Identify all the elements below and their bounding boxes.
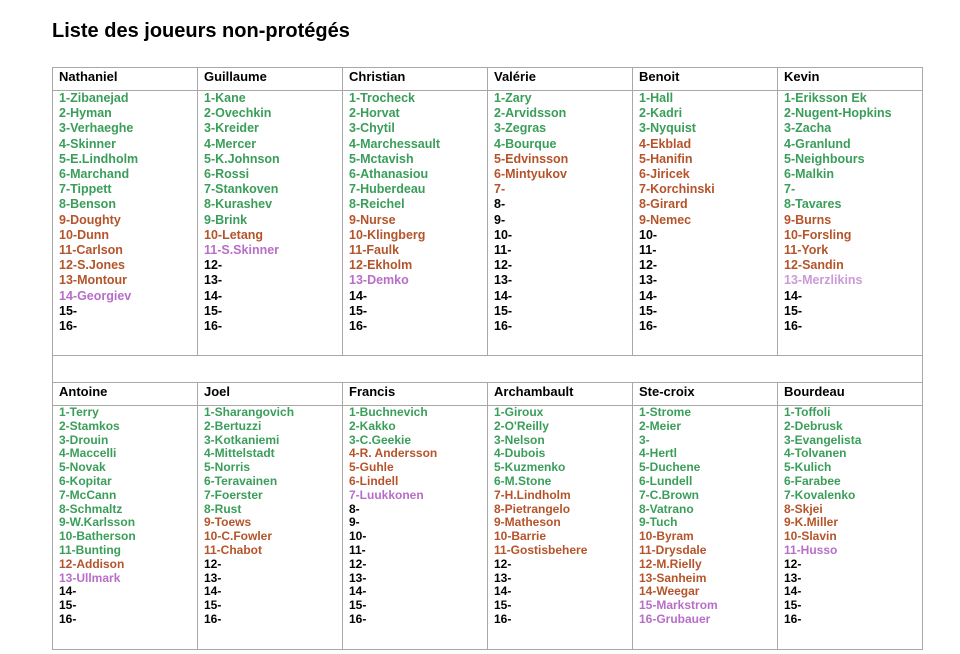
player-entry: 13-Demko xyxy=(349,273,409,288)
player-entry: 16- xyxy=(204,319,223,334)
player-entry: 9- xyxy=(494,212,506,227)
player-entry: 7-Kovalenko xyxy=(784,487,856,502)
team-cell xyxy=(633,406,778,650)
team-header: Archambault xyxy=(488,383,633,406)
player-list xyxy=(59,91,197,334)
team-cell xyxy=(343,91,488,356)
player-entry: 7-Korchinski xyxy=(639,182,715,197)
player-entry: 15- xyxy=(784,598,802,613)
player-entry: 14- xyxy=(784,584,802,599)
player-entry: 15- xyxy=(204,598,222,613)
player-entry: 16- xyxy=(639,319,658,334)
player-entry: 10-Barrie xyxy=(494,529,547,544)
player-entry: 4-Mittelstadt xyxy=(204,446,275,461)
player-entry: 9-Nemec xyxy=(639,212,692,227)
player-entry: 7- xyxy=(784,182,796,197)
player-entry: 15- xyxy=(349,598,367,613)
player-entry: 3-Evangelista xyxy=(784,432,862,447)
player-entry: 3-Zegras xyxy=(494,121,547,136)
player-list xyxy=(784,91,922,334)
player-entry: 7-H.Lindholm xyxy=(494,487,571,502)
player-entry: 7-C.Brown xyxy=(639,487,699,502)
player-entry: 3-Zacha xyxy=(784,121,832,136)
player-entry: 10-Batherson xyxy=(59,529,136,544)
player-entry: 13-Ullmark xyxy=(59,570,121,585)
player-entry: 16- xyxy=(59,319,78,334)
player-entry: 16- xyxy=(349,319,368,334)
player-entry: 8- xyxy=(349,501,360,516)
roster-table xyxy=(52,67,923,650)
player-entry: 1-Trocheck xyxy=(349,91,416,105)
player-entry: 5-Neighbours xyxy=(784,151,865,166)
player-entry: 6-Jiricek xyxy=(639,167,690,182)
player-entry: 6-Teravainen xyxy=(204,473,278,488)
player-list xyxy=(59,406,197,627)
spacer-row xyxy=(53,356,923,383)
team-header: Bourdeau xyxy=(778,383,923,406)
player-entry: 2-Kadri xyxy=(639,106,683,121)
player-entry: 6-Rossi xyxy=(204,167,250,182)
player-entry: 14-Weegar xyxy=(639,584,700,599)
player-entry: 11-Bunting xyxy=(59,542,121,557)
player-entry: 12-M.Rielly xyxy=(639,556,702,571)
player-entry: 8-Kurashev xyxy=(204,197,273,212)
team-header: Antoine xyxy=(53,383,198,406)
player-list xyxy=(639,91,777,334)
player-entry: 15-Markstrom xyxy=(639,598,718,613)
player-entry: 15- xyxy=(204,303,223,318)
player-list xyxy=(784,406,922,627)
player-entry: 10-Slavin xyxy=(784,529,837,544)
player-entry: 10-Dunn xyxy=(59,227,109,242)
player-entry: 2-Horvat xyxy=(349,106,400,121)
player-entry: 2-Hyman xyxy=(59,106,112,121)
player-entry: 9-Toews xyxy=(204,515,252,530)
player-entry: 10-Byram xyxy=(639,529,694,544)
team-cell xyxy=(198,406,343,650)
header-row-top xyxy=(53,68,923,91)
team-cell xyxy=(53,91,198,356)
player-entry: 10- xyxy=(349,529,367,544)
player-entry: 5-Novak xyxy=(59,460,106,475)
player-list xyxy=(204,406,342,627)
team-header: Ste-croix xyxy=(633,383,778,406)
team-cell xyxy=(778,91,923,356)
player-entry: 10- xyxy=(494,227,513,242)
player-entry: 5-Edvinsson xyxy=(494,151,569,166)
player-entry: 4-Bourque xyxy=(494,136,557,151)
player-entry: 2-Stamkos xyxy=(59,418,120,433)
player-entry: 9-K.Miller xyxy=(784,515,839,530)
player-entry: 12-Addison xyxy=(59,556,125,571)
player-entry: 12-S.Jones xyxy=(59,258,126,273)
player-entry: 15- xyxy=(639,303,658,318)
player-entry: 7-McCann xyxy=(59,487,117,502)
team-header: Kevin xyxy=(778,68,923,91)
player-entry: 11- xyxy=(494,243,512,258)
player-entry: 13- xyxy=(639,273,658,288)
player-entry: 6-Marchand xyxy=(59,167,130,182)
player-entry: 16-Grubauer xyxy=(639,611,711,626)
player-entry: 2-Arvidsson xyxy=(494,106,567,121)
player-entry: 3-Verhaeghe xyxy=(59,121,134,136)
player-entry: 13-Merzlikins xyxy=(784,273,863,288)
player-entry: 2-Debrusk xyxy=(784,418,843,433)
player-entry: 7- xyxy=(494,182,506,197)
spacer-cell xyxy=(53,356,923,383)
player-entry: 7-Huberdeau xyxy=(349,182,426,197)
player-entry: 8-Pietrangelo xyxy=(494,501,571,516)
player-entry: 11-Husso xyxy=(784,542,838,557)
player-entry: 5-Hanifin xyxy=(639,151,693,166)
player-entry: 12- xyxy=(349,556,367,571)
team-header: Nathaniel xyxy=(53,68,198,91)
player-entry: 4-Dubois xyxy=(494,446,546,461)
player-entry: 15- xyxy=(349,303,368,318)
player-entry: 1-Giroux xyxy=(494,405,544,419)
player-entry: 8- xyxy=(494,197,506,212)
player-entry: 11-Drysdale xyxy=(639,542,707,557)
player-entry: 4-Mercer xyxy=(204,136,257,151)
team-header: Guillaume xyxy=(198,68,343,91)
player-entry: 10-C.Fowler xyxy=(204,529,273,544)
players-row-top xyxy=(53,91,923,356)
player-entry: 6-Lundell xyxy=(639,473,693,488)
player-entry: 16- xyxy=(784,611,802,626)
player-entry: 15- xyxy=(784,303,803,318)
player-entry: 3-Drouin xyxy=(59,432,109,447)
player-entry: 12-Sandin xyxy=(784,258,844,273)
player-entry: 11-Chabot xyxy=(204,542,263,557)
player-list xyxy=(349,91,487,334)
player-entry: 8-Benson xyxy=(59,197,116,212)
player-entry: 4-Ekblad xyxy=(639,136,692,151)
player-entry: 12- xyxy=(204,258,223,273)
player-entry: 15- xyxy=(494,598,512,613)
player-entry: 8-Skjei xyxy=(784,501,823,516)
player-entry: 16- xyxy=(494,319,513,334)
player-entry: 7-Foerster xyxy=(204,487,263,502)
player-entry: 14- xyxy=(494,584,512,599)
player-entry: 1-Terry xyxy=(59,405,99,419)
page-title: Liste des joueurs non-protégés xyxy=(52,20,350,42)
player-list xyxy=(204,91,342,334)
player-entry: 6-Malkin xyxy=(784,167,835,182)
header-row-bottom xyxy=(53,383,923,406)
player-entry: 5-Kulich xyxy=(784,460,832,475)
player-entry: 6-M.Stone xyxy=(494,473,552,488)
player-entry: 6-Athanasiou xyxy=(349,167,429,182)
player-entry: 4-Maccelli xyxy=(59,446,117,461)
player-entry: 2-Ovechkin xyxy=(204,106,272,121)
player-entry: 2-Meier xyxy=(639,418,682,433)
player-entry: 12- xyxy=(204,556,222,571)
player-entry: 2-Nugent-Hopkins xyxy=(784,106,892,121)
player-entry: 9-Matheson xyxy=(494,515,561,530)
player-entry: 5-E.Lindholm xyxy=(59,151,139,166)
team-header: Joel xyxy=(198,383,343,406)
player-entry: 8-Girard xyxy=(639,197,688,212)
player-entry: 6-Mintyukov xyxy=(494,167,567,182)
player-entry: 14- xyxy=(204,584,222,599)
player-entry: 1-Strome xyxy=(639,405,692,419)
player-entry: 8-Vatrano xyxy=(639,501,694,516)
player-entry: 13-Montour xyxy=(59,273,128,288)
player-entry: 2-Bertuzzi xyxy=(204,418,262,433)
player-entry: 11- xyxy=(349,542,366,557)
player-entry: 11-York xyxy=(784,243,829,258)
player-entry: 16- xyxy=(59,611,77,626)
player-entry: 14- xyxy=(349,288,368,303)
player-entry: 10-Klingberg xyxy=(349,227,426,242)
player-entry: 12-Ekholm xyxy=(349,258,413,273)
player-entry: 5-Kuzmenko xyxy=(494,460,566,475)
player-list xyxy=(494,406,632,627)
player-entry: 3- xyxy=(639,432,650,447)
player-entry: 9-Brink xyxy=(204,212,248,227)
player-entry: 9-Doughty xyxy=(59,212,121,227)
player-entry: 11-S.Skinner xyxy=(204,243,280,258)
player-entry: 4-Skinner xyxy=(59,136,116,151)
player-entry: 4-Granlund xyxy=(784,136,851,151)
player-entry: 14- xyxy=(639,288,658,303)
player-entry: 8-Reichel xyxy=(349,197,405,212)
team-cell xyxy=(633,91,778,356)
player-entry: 12- xyxy=(494,258,513,273)
player-entry: 13-Sanheim xyxy=(639,570,707,585)
team-header: Valérie xyxy=(488,68,633,91)
player-entry: 14- xyxy=(204,288,223,303)
player-entry: 1-Buchnevich xyxy=(349,405,428,419)
player-entry: 14- xyxy=(59,584,77,599)
player-entry: 10-Forsling xyxy=(784,227,852,242)
player-entry: 1-Sharangovich xyxy=(204,405,295,419)
player-entry: 3-Kreider xyxy=(204,121,259,136)
player-entry: 12- xyxy=(784,556,802,571)
player-entry: 2-O'Reilly xyxy=(494,418,549,433)
player-entry: 8-Schmaltz xyxy=(59,501,123,516)
player-entry: 15- xyxy=(59,303,78,318)
player-entry: 3-Nelson xyxy=(494,432,545,447)
player-entry: 1-Toffoli xyxy=(784,405,831,419)
player-entry: 6-Farabee xyxy=(784,473,841,488)
players-row-bottom xyxy=(53,406,923,650)
player-entry: 4-Hertl xyxy=(639,446,678,461)
team-header: Christian xyxy=(343,68,488,91)
team-header: Benoit xyxy=(633,68,778,91)
player-entry: 11-Gostisbehere xyxy=(494,542,588,557)
player-entry: 1-Eriksson Ek xyxy=(784,91,867,105)
player-entry: 5-Mctavish xyxy=(349,151,414,166)
player-entry: 9-Burns xyxy=(784,212,832,227)
team-cell xyxy=(488,406,633,650)
player-entry: 1-Zibanejad xyxy=(59,91,129,105)
player-entry: 13- xyxy=(494,273,513,288)
player-entry: 9-Nurse xyxy=(349,212,396,227)
player-entry: 11-Faulk xyxy=(349,243,400,258)
player-entry: 9- xyxy=(349,515,360,530)
player-entry: 6-Lindell xyxy=(349,473,399,488)
player-entry: 6-Kopitar xyxy=(59,473,112,488)
player-entry: 3-Nyquist xyxy=(639,121,696,136)
player-entry: 5-Duchene xyxy=(639,460,701,475)
player-entry: 14- xyxy=(349,584,367,599)
player-entry: 3-Chytil xyxy=(349,121,395,136)
team-cell xyxy=(488,91,633,356)
player-entry: 12- xyxy=(639,258,658,273)
player-entry: 13- xyxy=(494,570,512,585)
player-entry: 10-Letang xyxy=(204,227,264,242)
player-entry: 15- xyxy=(494,303,513,318)
player-entry: 3-C.Geekie xyxy=(349,432,412,447)
player-entry: 4-R. Andersson xyxy=(349,446,438,461)
player-entry: 4-Marchessault xyxy=(349,136,441,151)
player-entry: 16- xyxy=(784,319,803,334)
player-entry: 16- xyxy=(494,611,512,626)
player-entry: 1-Zary xyxy=(494,91,532,105)
player-entry: 7-Stankoven xyxy=(204,182,279,197)
player-entry: 4-Tolvanen xyxy=(784,446,847,461)
player-entry: 13- xyxy=(784,570,802,585)
player-entry: 16- xyxy=(349,611,367,626)
player-entry: 13- xyxy=(349,570,367,585)
player-entry: 1-Hall xyxy=(639,91,674,105)
player-entry: 8-Tavares xyxy=(784,197,842,212)
player-entry: 7-Tippett xyxy=(59,182,112,197)
team-header: Francis xyxy=(343,383,488,406)
player-entry: 8-Rust xyxy=(204,501,242,516)
player-list xyxy=(494,91,632,334)
player-entry: 14- xyxy=(784,288,803,303)
player-entry: 14-Georgiev xyxy=(59,288,132,303)
player-entry: 5-Norris xyxy=(204,460,251,475)
player-list xyxy=(639,406,777,627)
player-entry: 11-Carlson xyxy=(59,243,123,258)
player-entry: 12- xyxy=(494,556,512,571)
player-entry: 13- xyxy=(204,273,223,288)
player-entry: 5-K.Johnson xyxy=(204,151,280,166)
player-entry: 11- xyxy=(639,243,657,258)
player-entry: 9-Tuch xyxy=(639,515,678,530)
player-entry: 3-Kotkaniemi xyxy=(204,432,280,447)
player-entry: 16- xyxy=(204,611,222,626)
player-entry: 5-Guhle xyxy=(349,460,394,475)
team-cell xyxy=(198,91,343,356)
player-entry: 15- xyxy=(59,598,77,613)
team-cell xyxy=(343,406,488,650)
player-entry: 1-Kane xyxy=(204,91,246,105)
player-entry: 9-W.Karlsson xyxy=(59,515,136,530)
player-list xyxy=(349,406,487,627)
player-entry: 10- xyxy=(639,227,658,242)
team-cell xyxy=(53,406,198,650)
player-entry: 14- xyxy=(494,288,513,303)
player-entry: 13- xyxy=(204,570,222,585)
player-entry: 2-Kakko xyxy=(349,418,396,433)
team-cell xyxy=(778,406,923,650)
player-entry: 7-Luukkonen xyxy=(349,487,424,502)
